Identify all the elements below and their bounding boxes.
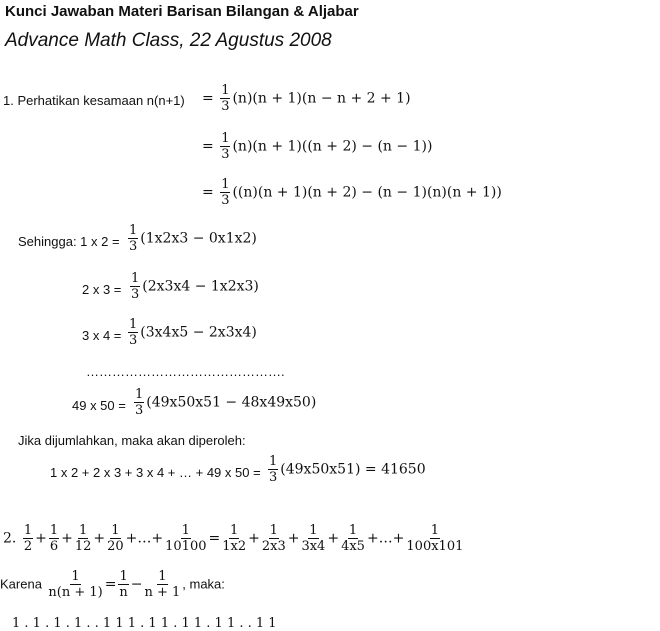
jika-text: Jika dijumlahkan, maka akan diperoleh: [18,433,246,448]
sehingga-label: Sehingga: 1 x 2 = [18,234,120,249]
eq-line-1: = $\frac{1}{3}$ (n)(n + 1)(n − n + 2 + 1) [202,83,411,114]
karena-label: Karena [0,576,42,592]
row-last-rhs: $\frac{1}{3}$ (49x50x51 − 48x49x50) [135,387,317,418]
eq-line-3: = $\frac{1}{3}$ ((n)(n + 1)(n + 2) − (n − 1)(n)(n + 1)) [202,177,502,208]
sum-lhs: 1 x 2 + 2 x 3 + 3 x 4 + … + 49 x 50 = [50,465,261,480]
problem1-intro: 1. Perhatikan kesamaan n(n+1) [3,93,185,108]
page-title: Kunci Jawaban Materi Barisan Bilangan & Aljabar [5,3,359,20]
row-3-lhs: 3 x 4 = [82,328,122,343]
continuation-dots: ………………………………………. [86,364,285,379]
sehingga-row-1: $\frac{1}{3}$ (1x2x3 − 0x1x2) [129,223,257,254]
page-subtitle: Advance Math Class, 22 Agustus 2008 [5,30,332,51]
row-2-rhs: $\frac{1}{3}$ (2x3x4 − 1x2x3) [131,271,259,302]
karena-line: Karena $\frac{1}{n(n + 1)}$ = $\frac{1}{n}$ − $\frac{1}{n + 1}$ , maka: [0,569,225,600]
eq-line-2: = $\frac{1}{3}$ (n)(n + 1)((n + 2) − (n − 1)) [202,131,433,162]
row-3-rhs: $\frac{1}{3}$ (3x4x5 − 2x3x4) [129,317,257,348]
problem2-label: 2. [3,530,17,547]
problem2-equation: 2. $\frac{1}{2}$ + $\frac{1}{6}$ + $\frac{1}{12}$ + $\frac{1}{20}$ +…+ $\frac{1}{10100}$ = $\frac{1}{1x2}$ + $\frac{1}{2x3}$ + $\frac{1}{3x4}$ + $\frac{1}{4x5}$ +…+ $\frac{1}{100x101}$ [3,523,464,554]
sum-rhs: $\frac{1}{3}$ (49x50x51) = 41650 [269,454,426,485]
bottom-partial-line: 1 . 1 . 1 . 1 . . 1 1 1 . 1 1 . 1 1 . 1 1 . . 1 1 [12,616,277,631]
row-2-lhs: 2 x 3 = [82,282,122,297]
row-last-lhs: 49 x 50 = [72,398,126,413]
